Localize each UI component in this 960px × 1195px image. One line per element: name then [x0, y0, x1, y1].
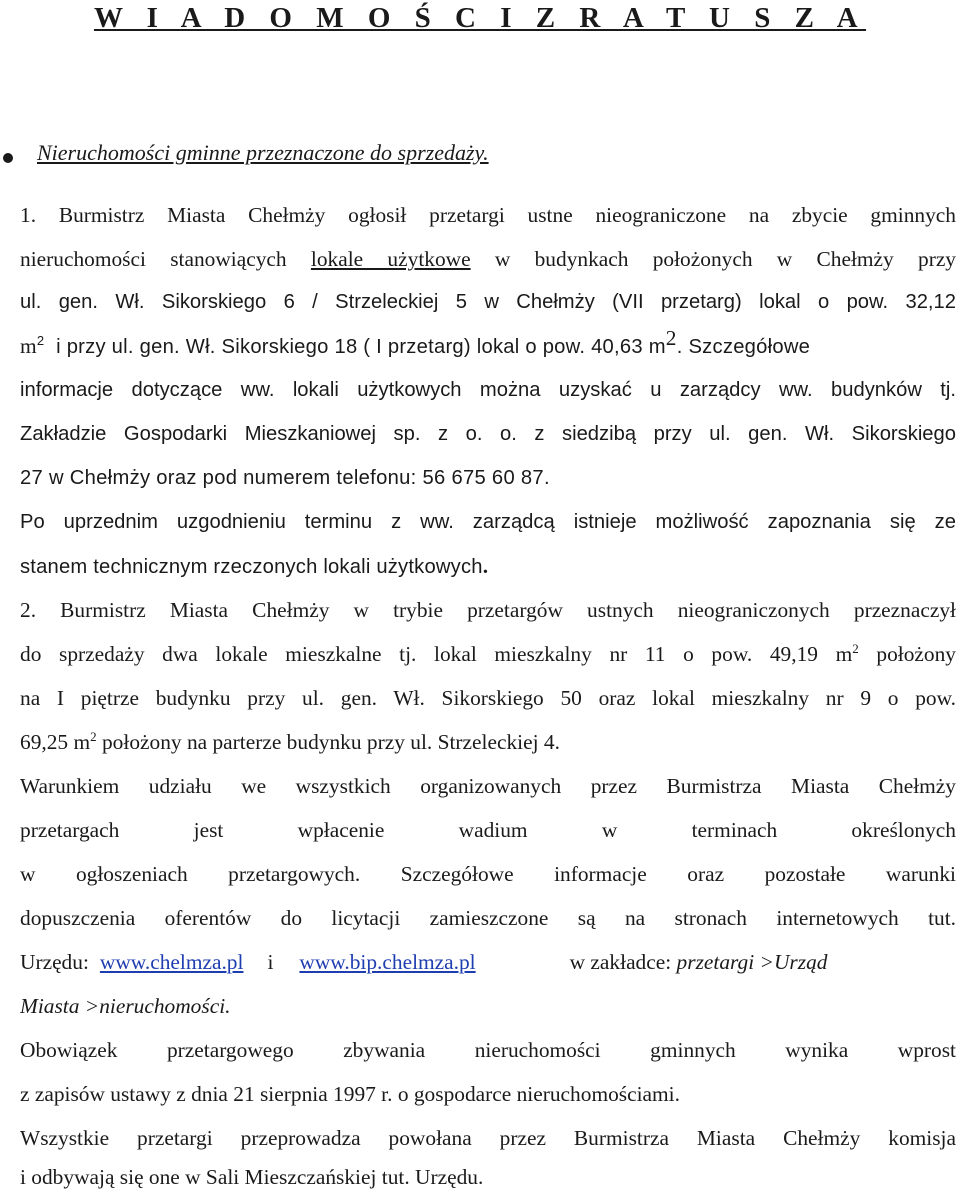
p5-line-1: Wszystkie przetargi przeprowadza powołana przez Burmistrza Miasta Chełmży komisja [20, 1126, 956, 1150]
p3-text: Urzędu: [20, 950, 89, 974]
p2-line-3: na I piętrze budynku przy ul. gen. Wł. Sikorskiego 50 oraz lokal mieszkalny nr 9 o pow. [20, 686, 956, 710]
p1-text: . [482, 554, 489, 578]
p3-line-3: w ogłoszeniach przetargowych. Szczegółowe informacje oraz pozostałe warunki [20, 862, 956, 886]
superscript: 2 [36, 333, 45, 348]
p4-line-1: Obowiązek przetargowego zbywania nieruchomości gminnych wynika wprost [20, 1038, 956, 1062]
p2-line-4 [20, 724, 956, 760]
p3-path-text: przetargi >Urząd [676, 950, 828, 974]
unit-text: m [20, 334, 37, 358]
p4-line-2: z zapisów ustawy z dnia 21 sierpnia 1997 r. o gospodarce nieruchomościami. [20, 1082, 680, 1106]
p1-line-5: informacje dotyczące ww. lokali użytkowych można uzyskać u zarządcy ww. budynków tj. [20, 379, 956, 401]
page-title: W I A D O M O Ś C I Z R A T U S Z A [93, 2, 867, 34]
superscript: 2 [90, 729, 97, 744]
p3-line-6: Miasta >nieruchomości. [20, 994, 231, 1018]
p2-line-2 [20, 636, 956, 672]
p2-line-1: 2. Burmistrz Miasta Chełmży w trybie przetargów ustnych nieograniczonych przeznaczył [20, 598, 956, 622]
section-heading: Nieruchomości gminne przeznaczone do sprzedaży. [37, 140, 489, 165]
p2-text: położony na parterze budynku przy ul. Strzeleckiej 4. [101, 730, 560, 754]
p3-line-2: przetargach jest wpłacenie wadium w terminach określonych [20, 818, 956, 842]
superscript: 2 [852, 641, 859, 656]
p3-text: i [267, 950, 274, 974]
p1-text: stanem technicznym rzeczonych lokali użytkowych [20, 556, 483, 578]
p3-line-5 [20, 944, 956, 980]
p1-line-9 [20, 548, 956, 584]
p1-line-8: Po uprzednim uzgodnieniu terminu z ww. zarządcą istnieje możliwość zapoznania się ze [20, 511, 956, 533]
p1-text: . Szczegółowe [676, 336, 811, 358]
p1-line-7: 27 w Chełmży oraz pod numerem telefonu: 56 675 60 87. [20, 467, 550, 489]
p1-line-6: Zakładzie Gospodarki Mieszkaniowej sp. z o. o. z siedzibą przy ul. gen. Wł. Sikorskiego [20, 423, 956, 445]
p1-text: w budynkach położonych w Chełmży przy [494, 247, 956, 271]
underlined-phrase: lokale użytkowe [310, 247, 471, 271]
chelmza-link[interactable]: www.chelmza.pl [99, 950, 244, 974]
p1-line-3: ul. gen. Wł. Sikorskiego 6 / Strzeleckiej 5 w Chełmży (VII przetarg) lokal o pow. 32,12 [20, 291, 956, 313]
p3-text: w zakładce: [569, 950, 672, 974]
p2-text: do sprzedaży dwa lokale mieszkalne tj. lokal mieszkalny nr 11 o pow. 49,19 m [20, 642, 853, 666]
p5-line-2: i odbywają się one w Sali Mieszczańskiej tut. Urzędu. [20, 1165, 484, 1189]
p1-line-1: 1. Burmistrz Miasta Chełmży ogłosił przetargi ustne nieograniczone na zbycie gminnych [20, 203, 956, 227]
p1-line-4 [20, 328, 956, 364]
p3-line-1: Warunkiem udziału we wszystkich organizowanych przez Burmistrza Miasta Chełmży [20, 774, 956, 798]
p2-text: położony [876, 642, 956, 666]
p3-line-4: dopuszczenia oferentów do licytacji zamieszczone są na stronach internetowych tut. [20, 906, 956, 930]
p1-text: i przy ul. gen. Wł. Sikorskiego 18 ( I przetarg) lokal o pow. 40,63 m [56, 336, 666, 358]
p1-text: nieruchomości stanowiących [20, 247, 287, 271]
p2-text: 69,25 m [20, 730, 91, 754]
bullet-icon [3, 153, 13, 163]
superscript: 2 [665, 328, 677, 350]
bip-chelmza-link[interactable]: www.bip.chelmza.pl [299, 950, 476, 974]
p1-line-2 [20, 241, 956, 277]
